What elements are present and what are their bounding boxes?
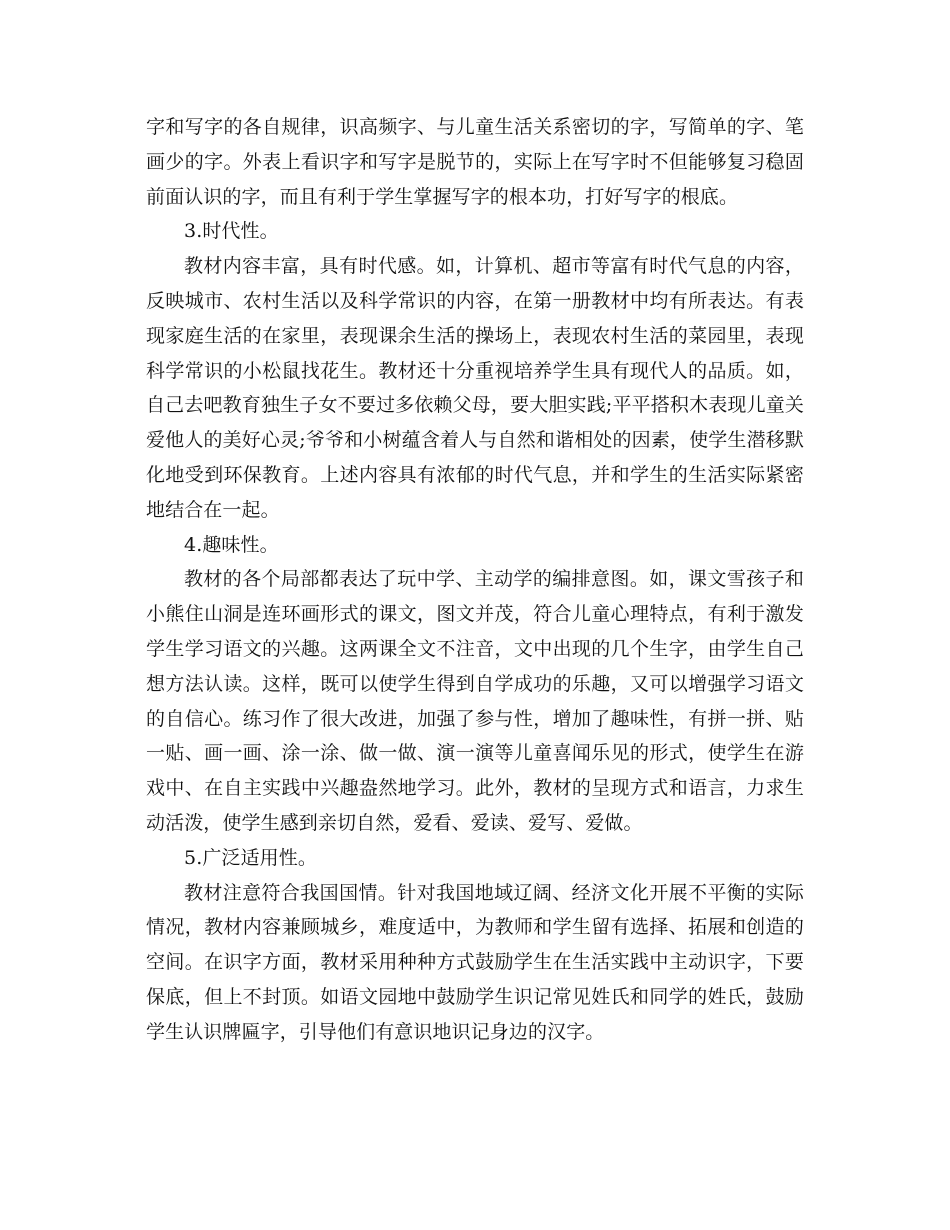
paragraph-applicability: 教材注意符合我国国情。针对我国地域辽阔、经济文化开展不平衡的实际情况，教材内容兼顾城乡，难度适中，为教师和学生留有选择、拓展和创造的空间。在识字方面，教材采用种种方式鼓励学生在生活实践中主动识字，下要保底，但上不封顶。如语文园地中鼓励学生识记常见姓氏和同学的姓氏，鼓励学生认识牌匾字，引导他们有意识地识记身边的汉字。 <box>146 881 804 1043</box>
section-heading-4: 4.趣味性。 <box>184 533 279 556</box>
section-heading-3: 3.时代性。 <box>184 220 279 243</box>
section-heading-5: 5.广泛适用性。 <box>184 846 317 869</box>
paragraph-continuation: 字和写字的各自规律，识高频字、与儿童生活关系密切的字，写简单的字、笔画少的字。外表上看识字和写字是脱节的，实际上在写字时不但能够复习稳固前面认识的字，而且有利于学生掌握写字的根本功，打好写字的根底。 <box>146 116 804 208</box>
paragraph-interest: 教材的各个局部都表达了玩中学、主动学的编排意图。如，课文雪孩子和小熊住山洞是连环画形式的课文，图文并茂，符合儿童心理特点，有利于激发学生学习语文的兴趣。这两课全文不注音，文中出现的几个生字，由学生自己想方法认读。这样，既可以使学生得到自学成功的乐趣，又可以增强学习语文的自信心。练习作了很大改进，加强了参与性，增加了趣味性，有拼一拼、贴一贴、画一画、涂一涂、做一做、演一演等儿童喜闻乐见的形式，使学生在游戏中、在自主实践中兴趣盎然地学习。此外，教材的呈现方式和语言，力求生动活泼，使学生感到亲切自然，爱看、爱读、爱写、爱做。 <box>146 568 804 834</box>
document-body <box>146 110 804 1050</box>
paragraph-era: 教材内容丰富，具有时代感。如，计算机、超市等富有时代气息的内容，反映城市、农村生活以及科学常识的内容，在第一册教材中均有所表达。有表现家庭生活的在家里，表现课余生活的操场上，表现农村生活的菜园里，表现科学常识的小松鼠找花生。教材还十分重视培养学生具有现代人的品质。如，自己去吧教育独生子女不要过多依赖父母，要大胆实践;平平搭积木表现儿童关爱他人的美好心灵;爷爷和小树蕴含着人与自然和谐相处的因素，使学生潜移默化地受到环保教育。上述内容具有浓郁的时代气息，并和学生的生活实际紧密地结合在一起。 <box>146 255 804 521</box>
